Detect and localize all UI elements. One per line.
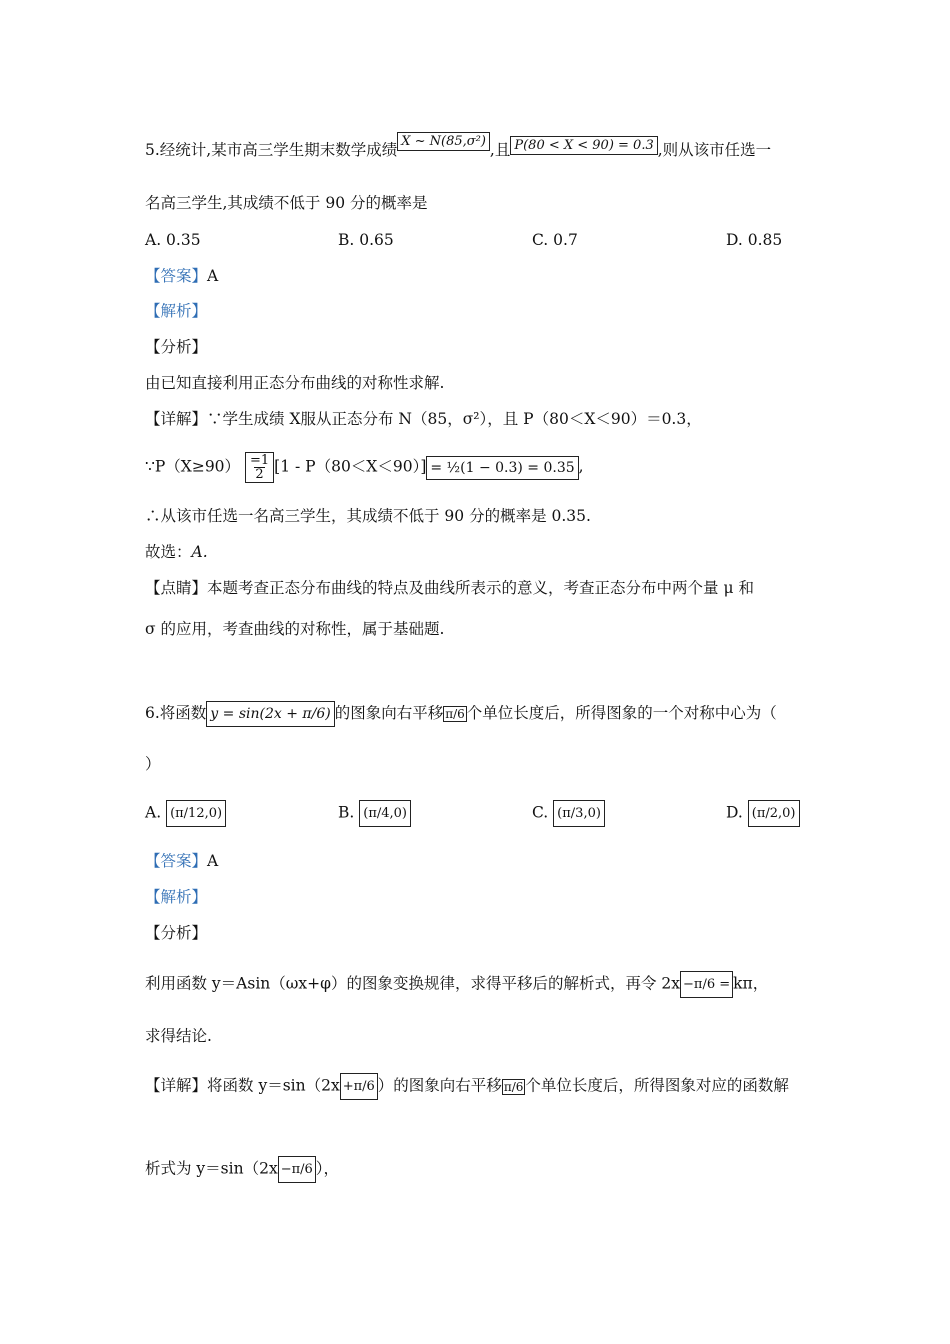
q6-option-b: B. (π/4,0) bbox=[338, 800, 411, 827]
q5-comment-text-2: σ 的应用，考查曲线的对称性，属于基础题. bbox=[145, 620, 445, 638]
q5-answer-tag: 【答案】 bbox=[145, 267, 208, 285]
q6-fenxi-text-1c: kπ， bbox=[733, 974, 769, 993]
q6-stem-line1 bbox=[145, 701, 777, 727]
q6-detail-text-2c: ）， bbox=[315, 1159, 340, 1178]
q5-formula-distribution: X ~ N(85,σ²) bbox=[397, 132, 490, 151]
q6-fenxi-line1 bbox=[145, 971, 768, 998]
q6-stem-text-4: ） bbox=[145, 755, 161, 773]
q5-answer-line bbox=[145, 266, 218, 286]
q5-option-c: C. 0.7 bbox=[532, 231, 578, 249]
q6-formula-detail-minus: −π/6 bbox=[278, 1156, 316, 1183]
q5-formula-half: $\frac{=1}{2}$ bbox=[245, 452, 274, 483]
q6-option-d: D. (π/2,0) bbox=[726, 800, 800, 827]
q6-stem-text-3: 个单位长度后，所得图象的一个对称中心为（ bbox=[466, 704, 777, 722]
q6-formula-fenxi: −π/6 = bbox=[680, 971, 733, 998]
q6-analysis-tag: 【解析】 bbox=[145, 888, 208, 906]
q5-stem-text-1: 5.经统计,某市高三学生期末数学成绩 bbox=[145, 141, 398, 159]
q6-detail-text-1a: 将函数 y＝sin（2x bbox=[207, 1076, 340, 1095]
q5-detail-line2 bbox=[145, 452, 584, 483]
q5-detail-text-3: ∴从该市任选一名高三学生，其成绩不低于 90 分的概率是 0.35. bbox=[145, 507, 591, 525]
q6-answer-line bbox=[145, 851, 218, 871]
q5-formula-probability: P(80 < X < 90) = 0.3 bbox=[510, 136, 657, 155]
q6-option-b-value: (π/4,0) bbox=[359, 800, 411, 827]
q6-formula-detail-plus: +π/6 bbox=[340, 1073, 378, 1100]
q6-formula-function: y = sin(2x + π/6) bbox=[206, 701, 334, 727]
q6-stem-text-1: 6.将函数 bbox=[145, 704, 207, 722]
q5-detail-line1 bbox=[145, 409, 702, 429]
q5-choose-label: 故选： bbox=[145, 543, 192, 561]
q6-detail-text-2a: 析式为 y＝sin（2x bbox=[145, 1159, 278, 1178]
q6-fenxi-text-1a: 利用函数 y＝Asin（ωx+φ）的图象变换规律，求得平移后的解析式，再令 2x bbox=[145, 974, 681, 993]
q5-analysis-tag: 【解析】 bbox=[145, 302, 208, 320]
q5-option-b: B. 0.65 bbox=[338, 231, 394, 249]
q6-detail-text-1d: 个单位长度后，所得图象对应的函数解 bbox=[525, 1076, 789, 1095]
q6-option-a-value: (π/12,0) bbox=[166, 800, 226, 827]
q5-comment-tag: 【点睛】 bbox=[145, 579, 208, 597]
q6-option-a: A. (π/12,0) bbox=[145, 800, 226, 827]
q5-option-d: D. 0.85 bbox=[726, 231, 783, 249]
q5-fenxi-text: 由已知直接利用正态分布曲线的对称性求解. bbox=[145, 374, 445, 392]
q6-formula-shift: π/6 bbox=[445, 707, 465, 721]
q5-detail-text-2d: , bbox=[578, 457, 584, 476]
q5-detail-text-2b: [1 - P（80＜X＜90）] bbox=[274, 457, 427, 476]
q6-detail-line1 bbox=[145, 1073, 789, 1100]
q5-choose: A. bbox=[191, 543, 208, 561]
q5-detail-tag: 【详解】 bbox=[145, 410, 208, 428]
q6-answer: A bbox=[207, 852, 219, 870]
q5-detail-text-1: ∵学生成绩 X服从正态分布 N（85，σ²），且 P（80＜X＜90）＝0.3， bbox=[207, 410, 702, 428]
q6-answer-tag: 【答案】 bbox=[145, 852, 208, 870]
q5-comment-text-1: 本题考查正态分布曲线的特点及曲线所表示的意义，考查正态分布中两个量 μ 和 bbox=[207, 579, 754, 597]
q6-detail-line2 bbox=[145, 1156, 339, 1183]
q5-answer: A bbox=[207, 267, 219, 285]
q5-stem-text-2: ,且 bbox=[489, 141, 511, 159]
q5-comment-line1 bbox=[145, 578, 754, 598]
q5-formula-result: = ½(1 − 0.3) = 0.35 bbox=[426, 456, 578, 480]
q6-detail-tag: 【详解】 bbox=[145, 1076, 208, 1095]
q5-fenxi-tag: 【分析】 bbox=[145, 338, 208, 356]
q5-choose-line bbox=[145, 542, 208, 562]
q6-formula-detail-shift: π/6 bbox=[503, 1079, 524, 1094]
q6-fenxi-tag: 【分析】 bbox=[145, 924, 208, 942]
q5-stem-line1 bbox=[145, 133, 772, 161]
q6-option-c: C. (π/3,0) bbox=[532, 800, 605, 827]
q5-detail-text-2a: ∵P（X≥90） bbox=[145, 457, 241, 476]
q5-stem-text-4: 名高三学生,其成绩不低于 90 分的概率是 bbox=[145, 194, 428, 212]
q5-stem-text-3: ,则从该市任选一 bbox=[657, 141, 772, 159]
q6-option-c-value: (π/3,0) bbox=[553, 800, 605, 827]
q6-detail-text-1c: ）的图象向右平移 bbox=[377, 1076, 502, 1095]
q6-stem-text-2: 的图象向右平移 bbox=[334, 704, 444, 722]
q6-fenxi-text-2: 求得结论. bbox=[145, 1027, 212, 1045]
q6-option-d-value: (π/2,0) bbox=[748, 800, 800, 827]
q5-option-a: A. 0.35 bbox=[145, 231, 201, 249]
